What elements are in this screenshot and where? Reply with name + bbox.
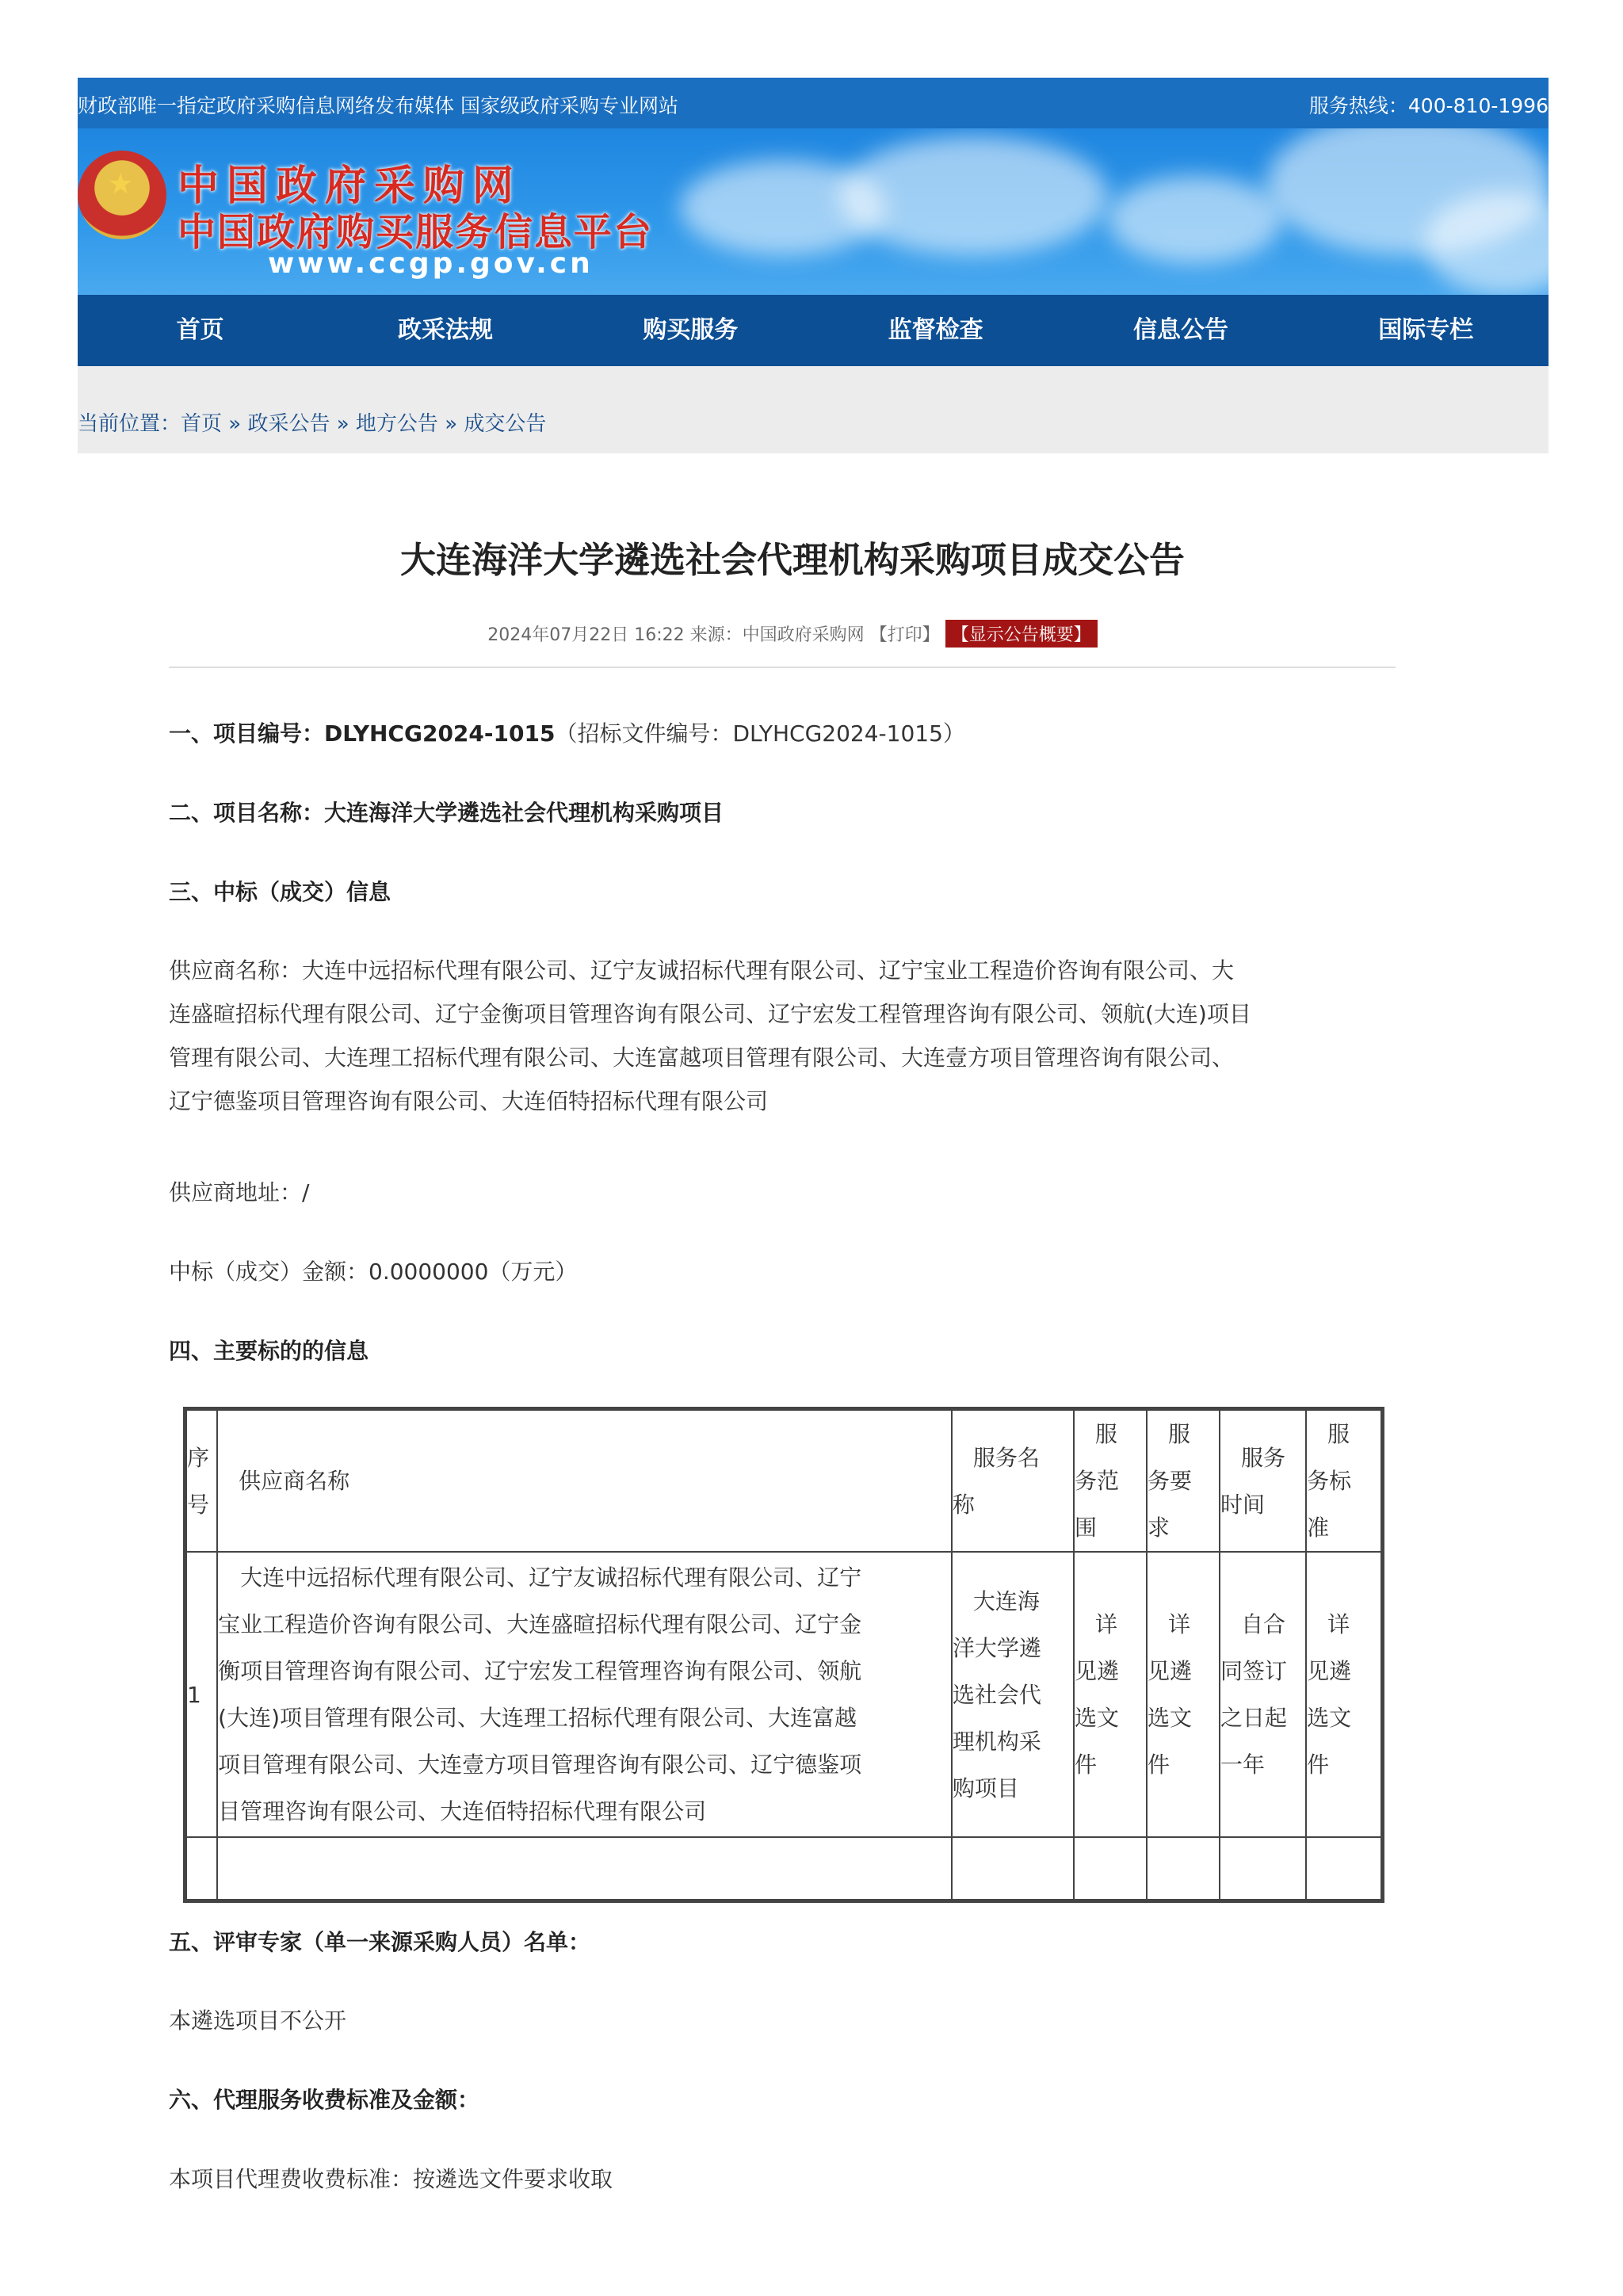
breadcrumb-bar bbox=[78, 366, 1549, 453]
section-experts-heading: 五、评审专家（单一来源采购人员）名单： bbox=[169, 1929, 591, 1955]
table-row bbox=[185, 1552, 1383, 1837]
breadcrumb-deal[interactable]: 成交公告 bbox=[464, 412, 547, 436]
breadcrumb-prefix: 当前位置： bbox=[78, 412, 181, 436]
site-banner bbox=[78, 128, 1549, 295]
supplier-address: 供应商地址：/ bbox=[169, 1179, 310, 1205]
row-seq: 1 bbox=[185, 1552, 218, 1837]
article-meta bbox=[0, 620, 1585, 648]
row-time: 自合 同签订 之日起 一年 bbox=[1220, 1552, 1306, 1837]
table-empty-row bbox=[185, 1837, 1383, 1901]
row-standard: 详 见遴 选文 件 bbox=[1306, 1552, 1382, 1837]
print-link[interactable]: 【打印】 bbox=[869, 625, 940, 645]
main-nav bbox=[78, 295, 1549, 366]
publish-date: 2024年07月22日 16:22 bbox=[487, 625, 685, 645]
section-fee-heading: 六、代理服务收费标准及金额： bbox=[169, 2087, 480, 2113]
nav-purchase-services[interactable]: 购买服务 bbox=[643, 316, 739, 344]
breadcrumb: 当前位置：首页 » 政采公告 » 地方公告 » 成交公告 bbox=[78, 412, 547, 436]
table-header-row bbox=[185, 1409, 1383, 1553]
subject-info-table bbox=[183, 1407, 1384, 1903]
row-requirement: 详 见遴 选文 件 bbox=[1147, 1552, 1220, 1837]
site-slogan: 财政部唯一指定政府采购信息网络发布媒体 国家级政府采购专业网站 bbox=[78, 94, 678, 117]
article-title: 大连海洋大学遴选社会代理机构采购项目成交公告 bbox=[399, 539, 1185, 581]
nav-supervision[interactable]: 监督检查 bbox=[888, 316, 983, 344]
nav-international[interactable]: 国际专栏 bbox=[1378, 316, 1474, 344]
header-scope: 服 务范 围 bbox=[1074, 1409, 1147, 1553]
breadcrumb-local[interactable]: 地方公告 bbox=[355, 412, 438, 436]
header-service-name: 服务名 称 bbox=[952, 1409, 1074, 1553]
header-time: 服务 时间 bbox=[1220, 1409, 1306, 1553]
row-scope: 详 见遴 选文 件 bbox=[1074, 1552, 1147, 1837]
breadcrumb-home[interactable]: 首页 bbox=[181, 412, 223, 436]
row-service-name: 大连海 洋大学遴 选社会代 理机构采 购项目 bbox=[952, 1552, 1074, 1837]
show-summary-button[interactable]: 【显示公告概要】 bbox=[945, 620, 1098, 648]
site-logo-subtitle[interactable]: 中国政府购买服务信息平台 bbox=[178, 210, 654, 254]
experts-text: 本遴选项目不公开 bbox=[169, 2008, 347, 2034]
section-award-info-heading: 三、中标（成交）信息 bbox=[169, 879, 391, 905]
section-project-number: 一、项目编号：DLYHCG2024-1015（招标文件编号：DLYHCG2024-1015） bbox=[169, 720, 965, 747]
nav-regulations[interactable]: 政采法规 bbox=[397, 316, 493, 344]
section-project-name: 二、项目名称：大连海洋大学遴选社会代理机构采购项目 bbox=[169, 800, 724, 826]
site-logo-url[interactable]: www.ccgp.gov.cn bbox=[268, 247, 594, 280]
supplier-names: 供应商名称：大连中远招标代理有限公司、辽宁友诚招标代理有限公司、辽宁宝业工程造价咨询有限公司、大 连盛暄招标代理有限公司、辽宁金衡项目管理咨询有限公司、辽宁宏发工程管理咨询有限公司、领航(大连)项目 管理有限公司、大连理工招标代理有限公司、大连富越项目管理有限公司、大连壹方项目管理咨询有限公司、 辽宁德鉴项目管理咨询有限公司、大连佰特招标代理有限公司 bbox=[169, 957, 1251, 1114]
service-hotline: 服务热线：400-810-1996 bbox=[1308, 94, 1549, 117]
fee-text: 本项目代理费收费标准：按遴选文件要求收取 bbox=[169, 2166, 613, 2192]
nav-announcements[interactable]: 信息公告 bbox=[1132, 316, 1228, 344]
nav-home[interactable]: 首页 bbox=[176, 316, 224, 344]
section-subject-heading: 四、主要标的的信息 bbox=[169, 1338, 369, 1364]
award-amount: 中标（成交）金额：0.0000000（万元） bbox=[169, 1259, 578, 1285]
breadcrumb-procurement[interactable]: 政采公告 bbox=[247, 412, 330, 436]
header-supplier: 供应商名称 bbox=[217, 1409, 952, 1553]
header-seq: 序 号 bbox=[185, 1409, 218, 1553]
row-supplier: 大连中远招标代理有限公司、辽宁友诚招标代理有限公司、辽宁 宝业工程造价咨询有限公司、大连盛暄招标代理有限公司、辽宁金 衡项目管理咨询有限公司、辽宁宏发工程管理咨询有限公司、领航 (大连)项目管理有限公司、大连理工招标代理有限公司、大连富越 项目管理有限公司、大连壹方项目管理咨询有限公司、辽宁德鉴项 目管理咨询有限公司、大连佰特招标代理有限公司 bbox=[217, 1552, 952, 1837]
site-logo-title[interactable]: 中国政府采购网 bbox=[178, 162, 522, 210]
top-info-bar bbox=[78, 78, 1549, 128]
national-emblem-icon[interactable]: ★ bbox=[78, 151, 166, 239]
article-source: 来源：中国政府采购网 bbox=[689, 625, 865, 645]
header-requirement: 服 务要 求 bbox=[1147, 1409, 1220, 1553]
title-divider bbox=[169, 667, 1396, 668]
header-standard: 服 务标 准 bbox=[1306, 1409, 1382, 1553]
